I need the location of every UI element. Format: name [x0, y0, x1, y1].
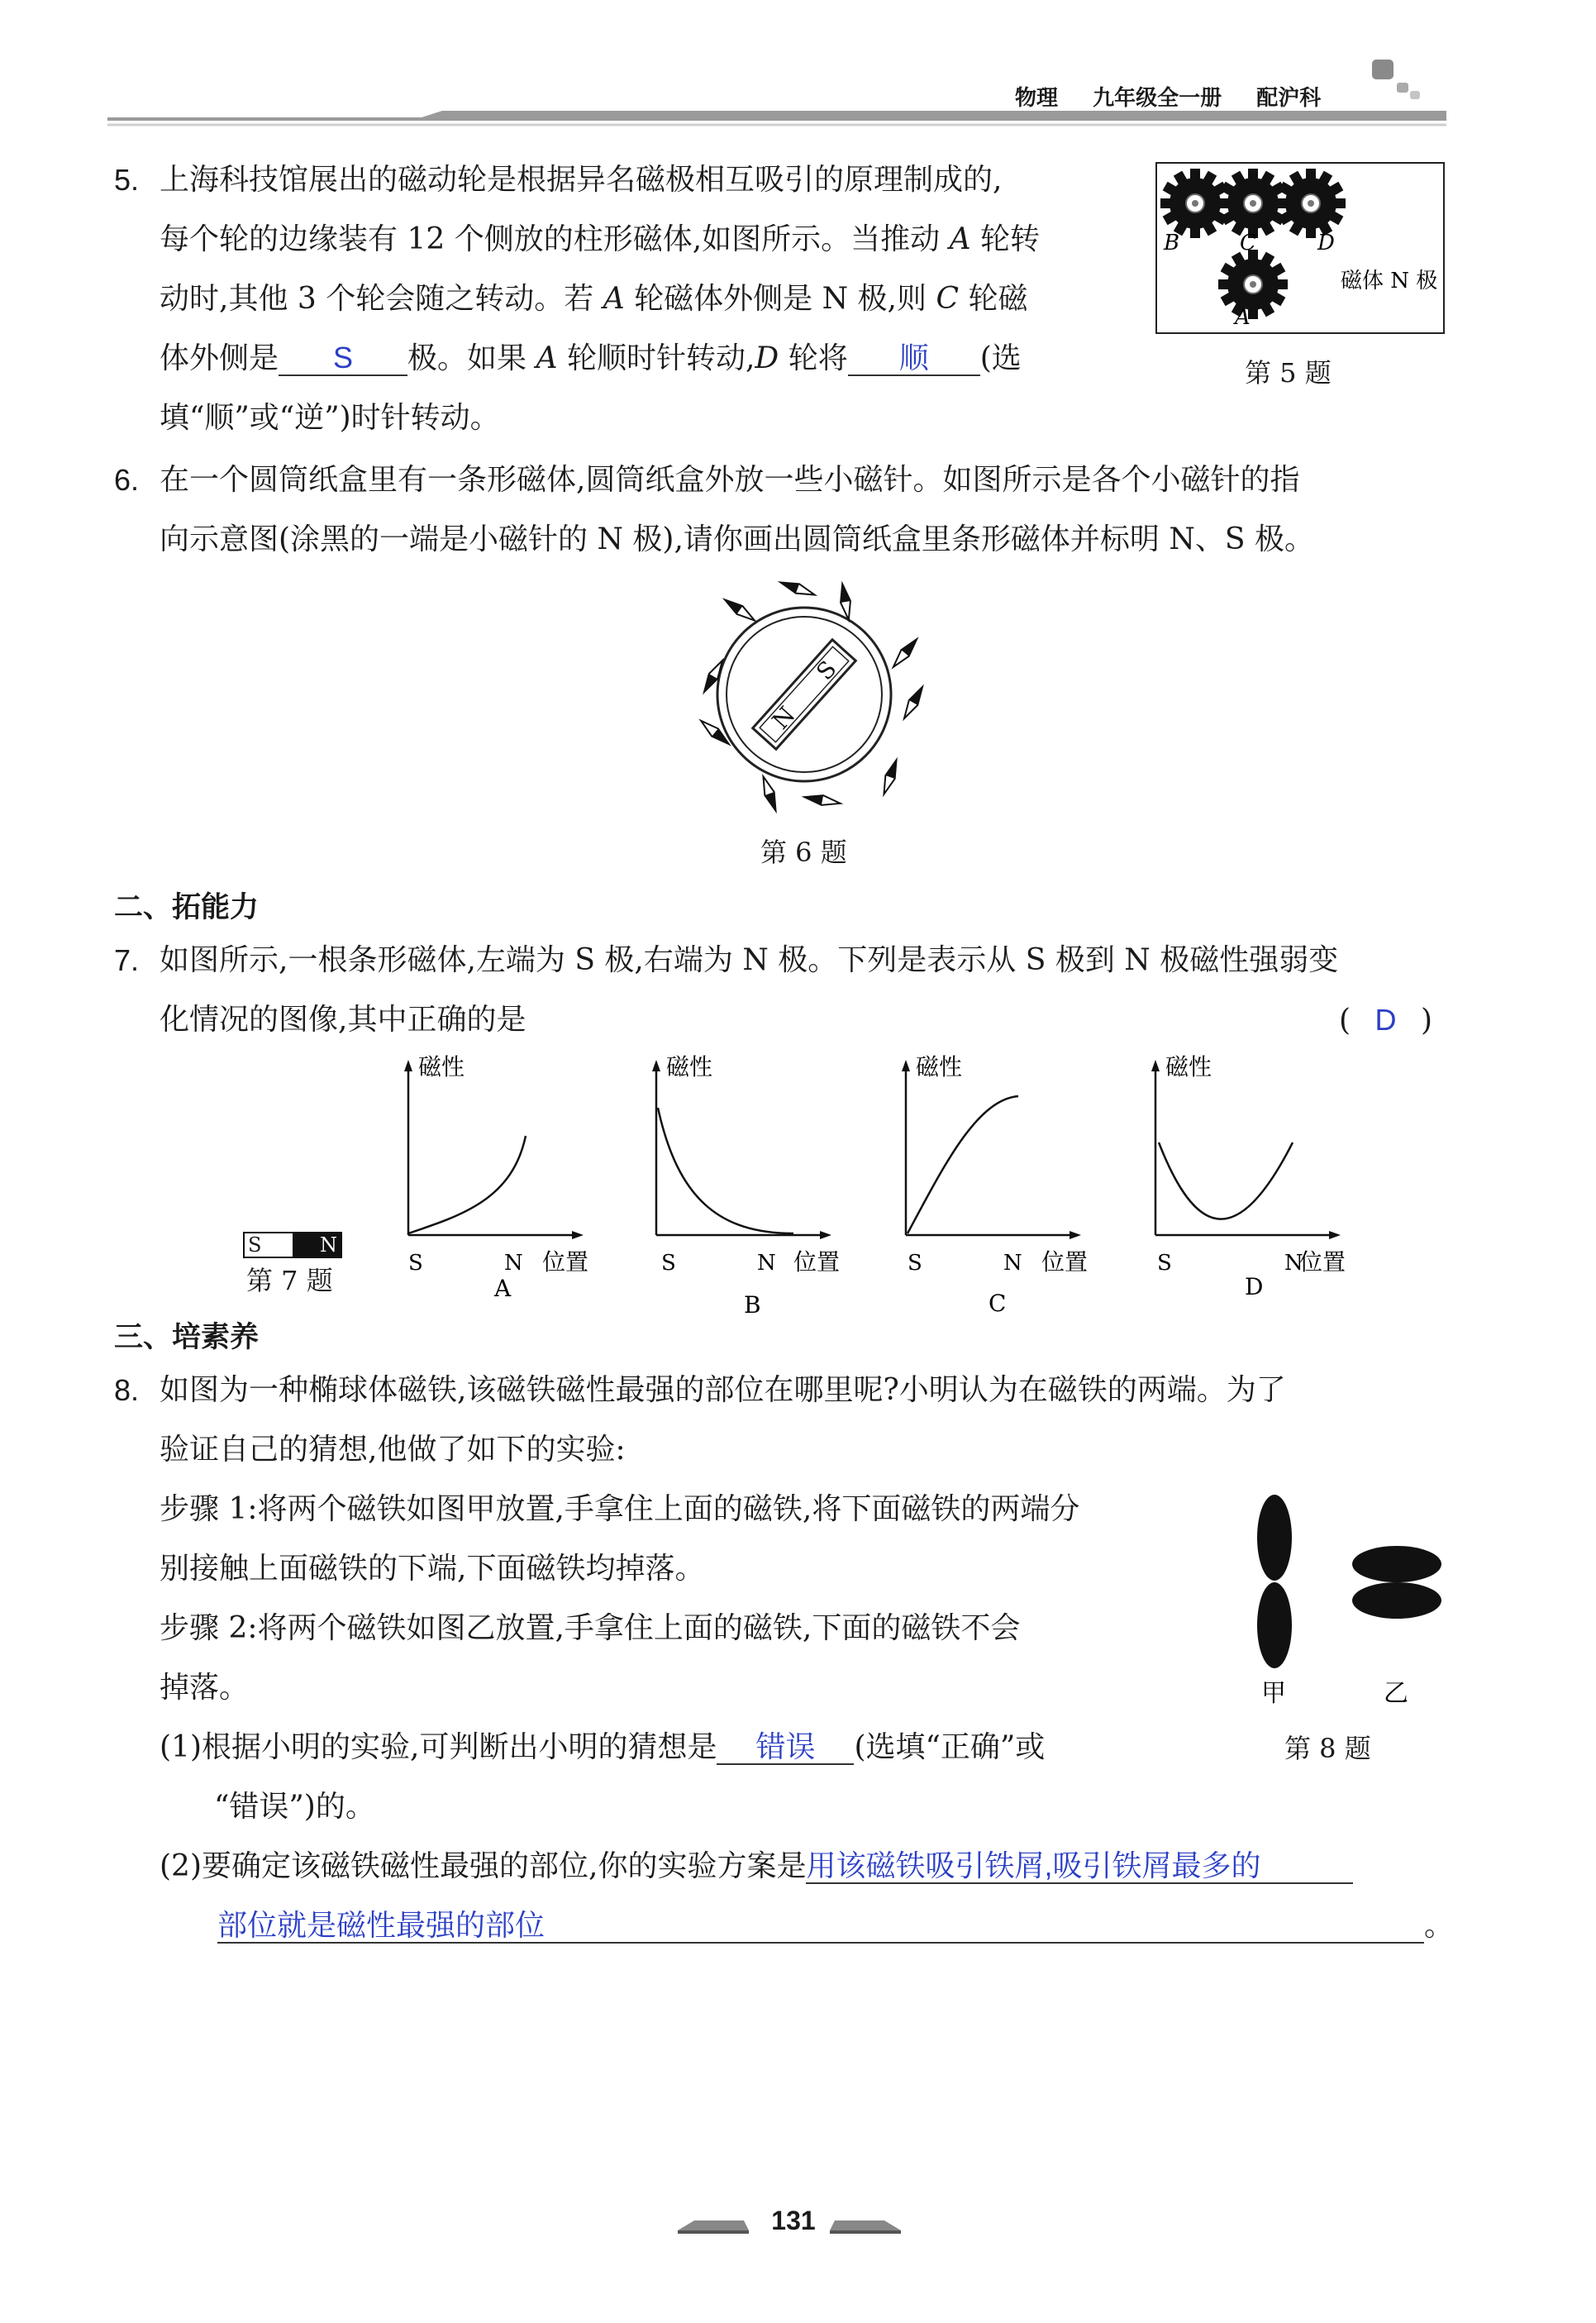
q6-magnet-N: N: [766, 701, 801, 735]
q7-text: [160, 931, 1338, 1050]
q5-label-C: C: [1240, 231, 1256, 255]
q5-text: [160, 150, 1040, 448]
q8-step1a: 步骤 1:将两个磁铁如图甲放置,手拿住上面的磁铁,将下面磁铁的两端分: [160, 1492, 1080, 1526]
q8-figure-ellipsoids: [1223, 1488, 1455, 1708]
q7-bar-magnet: [243, 1232, 342, 1258]
q7-line1: 如图所示,一根条形磁体,左端为 S 极,右端为 N 极。下列是表示从 S 极到 N 极磁性强弱变: [160, 943, 1339, 977]
q7-bar-N: N: [293, 1233, 341, 1257]
section-2-title: 二、拓能力: [114, 891, 260, 924]
header-decoration: [107, 60, 1446, 126]
q6-needle: [900, 684, 927, 721]
svg-text:N: N: [504, 1251, 523, 1276]
q5-figure-wheels: [1155, 162, 1446, 336]
q7-bar-S: S: [245, 1233, 293, 1257]
q8-step2a: 步骤 2:将两个磁铁如图乙放置,手拿住上面的磁铁,下面的磁铁不会: [160, 1611, 1021, 1645]
svg-text:N: N: [757, 1251, 776, 1276]
q7-graph-C-letter: C: [989, 1290, 1007, 1317]
q8-part2-answer-line1[interactable]: 用该磁铁吸引铁屑,吸引铁屑最多的: [806, 1849, 1353, 1884]
q5-answer-blank-1[interactable]: S: [279, 341, 407, 376]
svg-text:S: S: [1157, 1251, 1172, 1276]
q5-label-A: A: [1235, 305, 1251, 330]
q7-graph-C: [886, 1050, 1109, 1317]
svg-text:磁性: 磁性: [916, 1053, 963, 1080]
q6-figure-caption: 第 6 题: [760, 837, 847, 868]
q7-figure-caption: 第 7 题: [246, 1265, 333, 1296]
q6-needle: [803, 792, 841, 808]
q7-answer-paren: ( D ): [1339, 990, 1432, 1051]
svg-text:S: S: [661, 1251, 676, 1276]
q5-line2: 每个轮的边缘装有 12 个侧放的柱形磁体,如图所示。当推动 A 轮转: [160, 222, 1041, 256]
header-edition: 配沪科: [1256, 86, 1322, 111]
svg-text:S: S: [408, 1251, 423, 1276]
q6-text: [160, 451, 1314, 570]
q8-label-jia: 甲: [1261, 1679, 1286, 1708]
page-number: 131: [771, 2206, 816, 2235]
q8-figure-caption: 第 8 题: [1284, 1733, 1371, 1764]
q8-label-yi: 乙: [1384, 1679, 1408, 1708]
svg-text:S: S: [908, 1251, 922, 1276]
q5-label-D: D: [1317, 231, 1335, 255]
q7-graph-D: [1136, 1050, 1384, 1323]
q7-line2: 化情况的图像,其中正确的是: [160, 1003, 526, 1037]
q6-line2: 向示意图(涂黑的一端是小磁针的 N 极),请你画出圆筒纸盒里条形磁体并标明 N、S 极。: [160, 522, 1314, 556]
q8-part1-cont: “错误”)的。: [214, 1790, 375, 1824]
q5-line3: 动时,其他 3 个轮会随之转动。若 A 轮磁体外侧是 N 极,则 C 轮磁: [160, 282, 1028, 316]
q7-answer[interactable]: D: [1374, 1003, 1397, 1037]
q6-needle: [879, 758, 901, 795]
q8-step2b: 掉落。: [160, 1671, 250, 1705]
q8-part1-answer[interactable]: 错误: [717, 1730, 854, 1765]
q5-line1: 上海科技馆展出的磁动轮是根据异名磁极相互吸引的原理制成的,: [160, 163, 1003, 197]
q8-line2: 验证自己的猜想,他做了如下的实验:: [160, 1433, 626, 1467]
q7-graph-B-letter: B: [744, 1291, 761, 1319]
svg-text:N: N: [1003, 1251, 1022, 1276]
svg-text:磁性: 磁性: [666, 1053, 713, 1080]
q8-part2-cont: 部位就是磁性最强的部位 。: [217, 1908, 1455, 1943]
q7-graph-A: [388, 1050, 612, 1302]
q8-part1: (1)根据小明的实验,可判断出小明的猜想是 错误 (选填“正确”或: [160, 1729, 1046, 1764]
q6-needle: [722, 595, 758, 624]
svg-text:磁性: 磁性: [1165, 1053, 1212, 1080]
q5-number: 5.: [114, 163, 140, 197]
q7-graph-A-letter: A: [494, 1275, 512, 1302]
svg-text:磁性: 磁性: [418, 1053, 465, 1080]
svg-text:位置: 位置: [1299, 1248, 1346, 1276]
q6-needle: [759, 775, 780, 812]
q8-line1: 如图为一种椭球体磁铁,该磁铁磁性最强的部位在哪里呢?小明认为在磁铁的两端。为了: [160, 1373, 1286, 1407]
q5-label-B: B: [1164, 231, 1180, 255]
q8-part2-answer-line2[interactable]: 部位就是磁性最强的部位: [217, 1909, 1424, 1944]
q5-figure-caption: 第 5 题: [1245, 357, 1332, 389]
header-subject: 物理: [1015, 86, 1059, 111]
q6-line1: 在一个圆筒纸盒里有一条形磁体,圆筒纸盒外放一些小磁针。如图所示是各个小磁针的指: [160, 463, 1300, 497]
q8-jia-magnet-top: [1257, 1495, 1292, 1581]
q8-number: 8.: [114, 1373, 140, 1407]
header-grade: 九年级全一册: [1093, 86, 1222, 111]
q7-graph-B: [636, 1050, 860, 1319]
q5-answer-blank-2[interactable]: 顺: [848, 341, 980, 376]
svg-text:位置: 位置: [793, 1248, 841, 1276]
q5-line5: 填“顺”或“逆”)时针转动。: [160, 401, 500, 435]
svg-text:位置: 位置: [1041, 1248, 1089, 1276]
q5-label-magnet: 磁体 N 极: [1341, 269, 1438, 293]
q6-magnet-S: S: [811, 655, 842, 686]
q6-number: 6.: [114, 463, 140, 497]
q8-yi-magnet-top: [1352, 1546, 1441, 1582]
q7-number: 7.: [114, 943, 140, 977]
svg-text:N: N: [1284, 1251, 1303, 1276]
svg-text:位置: 位置: [542, 1248, 589, 1276]
q8-jia-magnet-bottom: [1257, 1582, 1292, 1668]
q6-needle: [779, 578, 816, 599]
q8-part2: (2)要确定该磁铁磁性最强的部位,你的实验方案是用该磁铁吸引铁屑,吸引铁屑最多的: [160, 1837, 1454, 1896]
q6-figure-compass: [674, 570, 938, 818]
q8-step1b: 别接触上面磁铁的下端,下面磁铁均掉落。: [160, 1552, 705, 1586]
q6-needle: [889, 636, 920, 670]
q6-bar-magnet: [753, 640, 856, 749]
q7-graph-D-letter: D: [1245, 1273, 1264, 1300]
q8-yi-magnet-bottom: [1352, 1582, 1441, 1619]
q5-line4: 体外侧是 S 极。如果 A 轮顺时针转动,D 轮将 顺 (选: [160, 341, 1022, 375]
section-3-title: 三、培素养: [114, 1321, 260, 1354]
